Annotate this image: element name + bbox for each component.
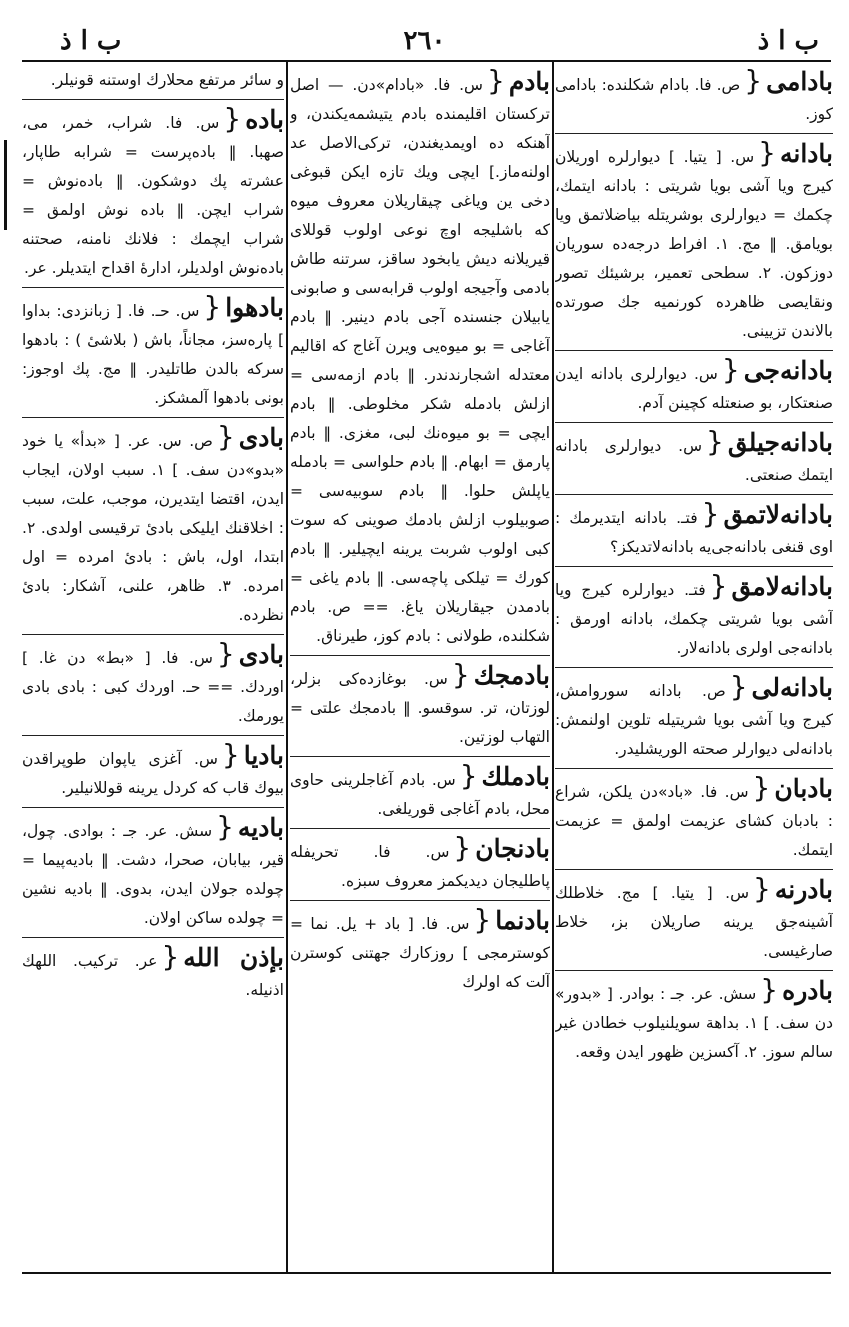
entry-brace: {	[744, 66, 763, 97]
entry-definition: س. فا. [ «بط» دن غا. ] اوردك. == حـ. اوردك كبى : بادى بادى يورمك.	[22, 649, 284, 725]
dictionary-entry	[555, 66, 833, 134]
entry-definition: س. فا. تحريفله پاطليجان ديديكمز معروف سبزه.	[290, 843, 550, 890]
entry-definition: فتـ. ديوارلره كيرج ويا آشى بويا شريتى چكمك، بادانه اورمق : بادانه‌جى اولرى بادانه‌لار.	[555, 581, 833, 657]
entry-headword: بادملك	[481, 762, 550, 791]
entry-definition: س. [ يتيا. ] مج. خلاطلك آشينه‌جق يرينه صاريلان بز، خلاط صارغيسى.	[555, 884, 833, 960]
dictionary-entry	[22, 66, 284, 100]
entry-definition: س. فا. «بادام»دن. — اصل تركستان اقليمنده بادم يتيشمه‌يكندن، و آهنكه ده اويمديغندن، تركى‌الاصل عد اولنه‌ماز.] ايچى ويك تازه ايكن قبوغى دخى ين وياغى چيقاريلان معروف ميوه كه باشليجه اوچ نوعى اولوب قوللاى قيريلانه ديش يابخود ساقز، سرتنه طاش بادمى وآجيجه اولوب قرابه‌سى و صابونى يابيلان جنسنده آجى بادم دينير. ‖ بادم آغاجى = بو ميوه‌يى ويرن آغاج كه اقاليم معتدله اشجارندندر. ‖ بادم ازمه‌سى = ازلش بادمله شكر مخلوطى. ‖ بادم ايچى = بو ميوه‌نك لبى، مغزى. ‖ بادم پارمق = ابهام. ‖ بادم حلواسى = بادمله ياپلش حلوا. ‖ بادم سوبيه‌سى = صوبيلوب ازلش بادمك صوينى كه سوت كبى اولوب شربت يرينه ايچيلير. ‖ بادم كورك = تيلكى پاچه‌سى. ‖ بادم ياغى = بادمدن جيقاريلان ياغ. == ص. بادم شكلنده، طولانى : بادم كوز، طيرناق.	[290, 76, 550, 645]
running-header-left: ب ا ذ	[60, 26, 122, 56]
entry-headword: بادنجان	[475, 834, 550, 863]
entry-definition: س. آغزى ياپوان طوپراقدن بيوك قاب كه كردل يرينه قوللانيلير.	[22, 750, 284, 797]
dictionary-entry	[22, 740, 284, 808]
dictionary-entry	[290, 833, 550, 901]
dictionary-entry	[22, 292, 284, 418]
header-rule	[22, 60, 831, 62]
dictionary-entry	[22, 422, 284, 635]
entry-definition: و سائر مرتفع محلارك اوستنه قونيلر.	[50, 71, 284, 89]
entry-headword: باديه	[237, 813, 284, 842]
entry-brace: {	[473, 903, 492, 936]
dictionary-entry	[555, 427, 833, 495]
entry-definition: عر. تركيب. اللهك اذنيله.	[22, 952, 284, 999]
entry-definition: ص. فا. بادام شكلنده: بادامى كوز.	[555, 76, 833, 123]
entry-brace: {	[203, 290, 222, 323]
entry-definition: س. بوغازده‌كى بزلر، لوزتان، تر. سوقسو. ‖ بادمجك علتى = التهاب لوزتين.	[290, 670, 550, 746]
entry-headword: بادانه‌جيلق	[727, 428, 833, 457]
dictionary-entry	[22, 942, 284, 1009]
entry-brace: {	[753, 872, 771, 905]
entry-definition: س. ديوارلرى بادانه ايدن صنعتكار، بو صنعتله كچينن آدم.	[555, 365, 833, 412]
entry-definition: س. [ يتيا. ] ديوارلره اوريلان كيرج ويا آشى بويا شريتى : بادانه ايتمك، چكمك = ديوارلرى بوشريتله بياضلاتمق ويا بويامق. ‖ مج. ١. افراط درجه‌ده سوريان دوزكون. ٢. سطحى تعمير، برشيئك تصور ونقايصى ظاهرده كورنميه جك صورتده بالاندن تزيينى.	[555, 148, 833, 340]
entry-definition: ص. بادانه سوروامش، كيرج ويا آشى بويا شريتيله تلوين اولنمش: بادانه‌لى ديوارلر صحته الوريشليدر.	[555, 682, 833, 758]
entry-headword: بادره	[782, 976, 833, 1005]
dictionary-entry	[22, 812, 284, 938]
dictionary-entry	[22, 639, 284, 736]
entry-headword: باديا	[243, 741, 284, 770]
entry-headword: بادانه‌لاتمق	[723, 500, 833, 529]
entry-brace: {	[221, 738, 240, 771]
entry-definition: س. حـ. فا. [ زبانزدى: بداوا ] پارەسز، مجاناً، باش ( بلاشىٔ ) : بادهوا سركه بالدن طاتليدر. ‖ مج. پك اوجوز: بونى بادهوا آلمشكز.	[22, 302, 284, 407]
dictionary-entry	[555, 138, 833, 351]
entry-definition: ص. س. عر. [ «بدأ» يا خود «بدو»دن سف. ] ١. سبب اولان، ايجاب ايدن، اقتضا ايتديرن، موجب، علت، سبب : اخلاقنك ايليكى بادىٔ ترقيسى اولدى. ٢. ابتدا، اول، باش : بادىٔ امرده = اول امرده. ٣. ظاهر، علنى، آشكار: بادىٔ نظرده.	[22, 432, 284, 624]
entry-definition: فتـ. بادانه ايتديرمك : اوى قنغى بادانه‌جى‌يه بادانه‌لاتديكز؟	[555, 509, 833, 556]
dictionary-entry	[555, 975, 833, 1071]
entry-brace: {	[721, 353, 740, 386]
entry-headword: بادانه	[779, 139, 833, 168]
entry-headword: بادامى	[766, 67, 833, 96]
entry-definition: س. فا. «باد»دن يلكن، شراع : بادبان كشاى عزيمت اولمق = عزيمت ايتمك.	[555, 783, 833, 859]
entry-brace: {	[459, 759, 478, 792]
entry-brace: {	[216, 420, 235, 453]
dictionary-entry	[22, 104, 284, 288]
entry-brace: {	[701, 497, 720, 530]
entry-definition: سش. عر. جـ : بوادى. چول، قير، بيابان، صحرا، دشت. ‖ باديه‌پيما = چولده جولان ايدن، بدوى. ‖ باديه نشين = چولده ساكن اولان.	[22, 822, 284, 927]
entry-headword: بادانه‌جى	[743, 356, 833, 385]
column-middle	[290, 66, 550, 1266]
entry-definition: س. فا. شراب، خمر، مى، صهبا. ‖ باده‌پرست = شرابه طاپار، عشرته پك دوشكون. ‖ باده‌نوش = شراب ايچن. ‖ باده نوش اولمق = شراب ايچمك : فلانك نامنه، صحتنه باده‌نوش اولديلر، ادارهٔ اقداح ايتديلر. عر.	[22, 114, 284, 277]
entry-brace: {	[486, 66, 505, 97]
entry-brace: {	[223, 102, 242, 135]
entry-definition: س. بادم آغاجلرينى حاوى محل، بادم آغاجى قوريلغى.	[290, 771, 550, 818]
entry-definition: س. فا. [ باد + يل. نما = كوسترمجى ] روزكارك جهتنى كوسترن آلت كه اولرك	[290, 915, 550, 991]
column-left	[22, 66, 284, 1266]
entry-brace: {	[706, 425, 724, 458]
dictionary-entry	[555, 672, 833, 769]
dictionary-entry	[555, 499, 833, 567]
entry-brace: {	[161, 940, 180, 973]
dictionary-entry	[290, 761, 550, 829]
entry-brace: {	[758, 136, 776, 169]
entry-headword: بإذن الله	[183, 943, 284, 972]
entry-definition: س. ديوارلرى بادانه ايتمك صنعتى.	[555, 437, 833, 484]
dictionary-entry	[555, 571, 833, 668]
entry-brace: {	[453, 831, 472, 864]
entry-brace: {	[760, 973, 779, 1006]
dictionary-entry	[290, 66, 550, 656]
entry-brace: {	[451, 658, 470, 691]
entry-brace: {	[752, 771, 771, 804]
running-header-right: ب ا ذ	[757, 26, 819, 56]
entry-brace: {	[216, 637, 235, 670]
entry-brace: {	[216, 810, 234, 843]
entry-headword: بادانه‌لى	[751, 673, 833, 702]
entry-headword: بادى	[238, 423, 284, 452]
column-divider-1	[552, 62, 554, 1272]
entry-headword: بادهوا	[225, 293, 284, 322]
dictionary-entry	[290, 660, 550, 757]
entry-headword: باده	[245, 105, 284, 134]
entry-brace: {	[729, 670, 748, 703]
margin-mark	[4, 140, 7, 230]
entry-headword: بادى	[238, 640, 284, 669]
entry-headword: بادبان	[774, 774, 833, 803]
entry-headword: بادم	[508, 67, 550, 96]
entry-headword: بادنما	[495, 906, 550, 935]
entry-headword: بادرنه	[774, 875, 833, 904]
column-divider-2	[286, 62, 288, 1272]
entry-definition: سش. عر. جـ : بوادر. [ «بدور» دن سف. ] ١. بداهة سويلنيلوب خطادن غير سالم سوز. ٢. آكسزين ظهور ايدن وقعه.	[555, 985, 833, 1061]
column-right	[555, 66, 833, 1266]
dictionary-entry	[555, 874, 833, 971]
entry-headword: بادمجك	[473, 661, 550, 690]
dictionary-entry	[555, 773, 833, 870]
entry-headword: بادانه‌لامق	[731, 572, 833, 601]
dictionary-entry	[555, 355, 833, 423]
dictionary-entry	[290, 905, 550, 1001]
entry-brace: {	[709, 569, 728, 602]
page-number: ٢٦٠	[403, 26, 446, 56]
footer-rule	[22, 1272, 831, 1274]
